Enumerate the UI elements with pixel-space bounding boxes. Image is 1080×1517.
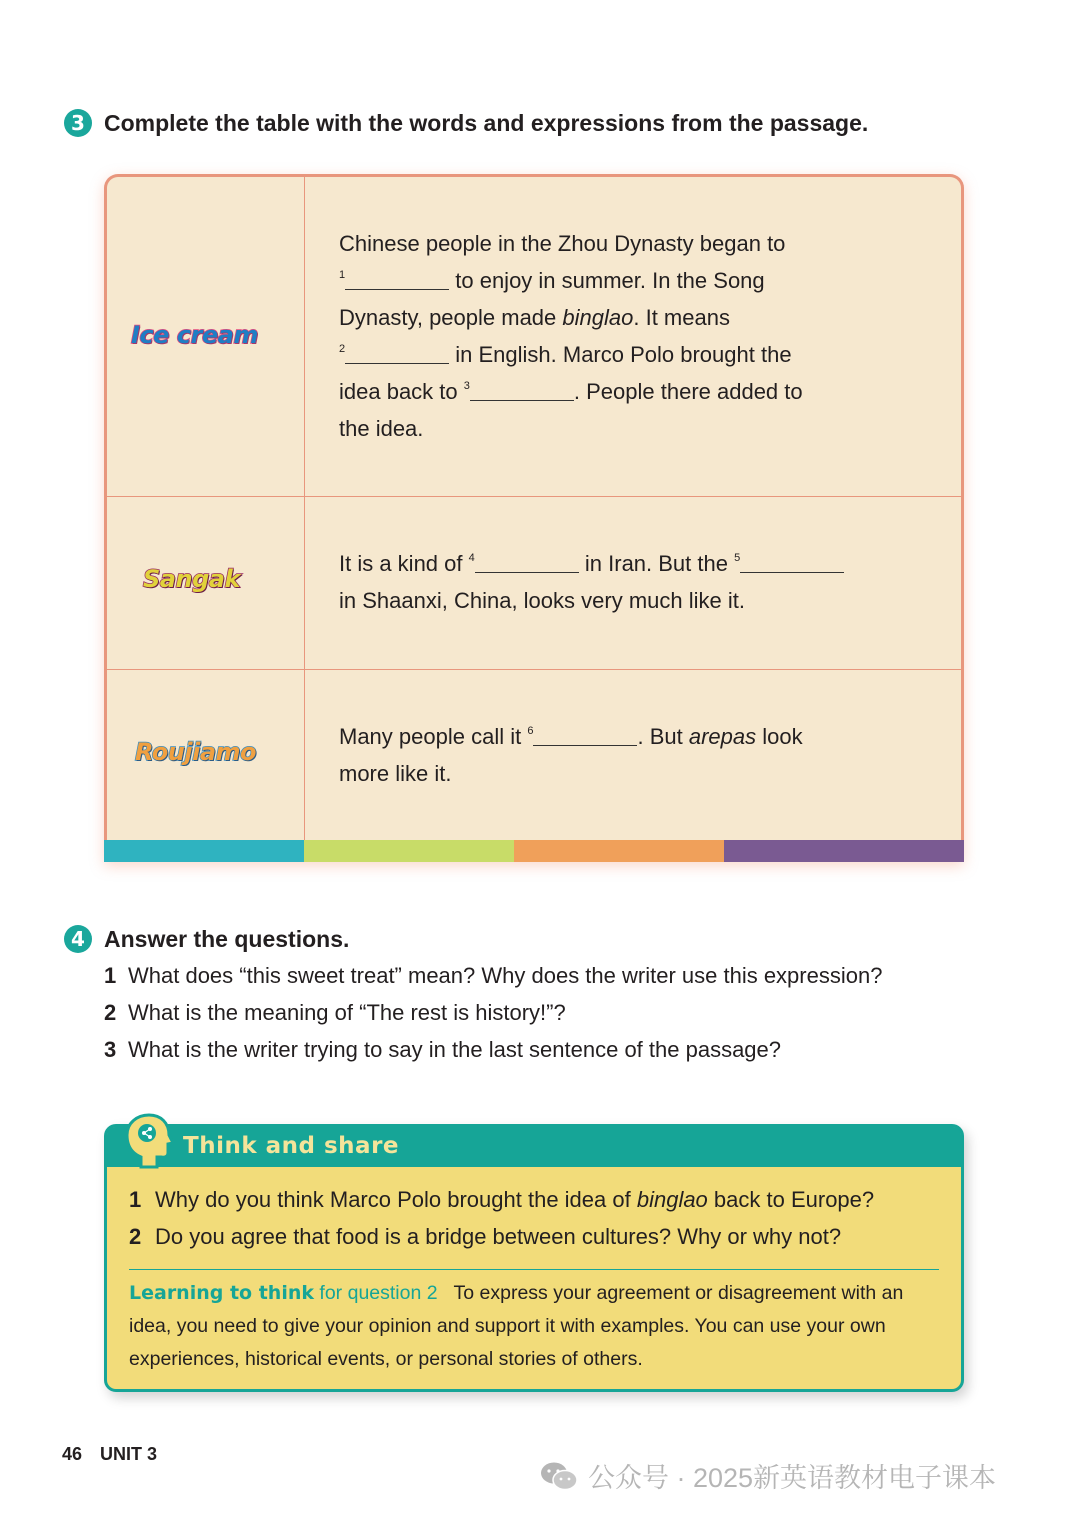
sangak-label: Sangak: [143, 565, 240, 593]
unit-label: UNIT 3: [100, 1444, 158, 1464]
blank-6[interactable]: [533, 725, 637, 746]
section-3-number: 3: [64, 109, 92, 137]
watermark: 公众号 · 2025新英语教材电子课本: [540, 1456, 996, 1495]
question-3: 3 What is the writer trying to say in the last sentence of the passage?: [104, 1037, 782, 1062]
think-title: Think and share: [183, 1133, 400, 1159]
table-row: [107, 670, 961, 845]
section-4-instruction: Answer the questions.: [104, 926, 350, 952]
think-and-share-box: [104, 1124, 964, 1392]
blank-4[interactable]: [475, 552, 579, 573]
learning-to-think: Learning to think for question 2 To express your agreement or disagreement with an idea, you need to give your opinion and support it with examples. You can use your own experiences, historical events, or personal stories of others.: [129, 1282, 904, 1370]
table-row: [107, 177, 961, 497]
thinking-head-icon: [121, 1111, 177, 1169]
section-3-instruction: Complete the table with the words and expressions from the passage.: [104, 110, 869, 136]
page-footer: [62, 1444, 157, 1465]
color-bar-lime: [304, 840, 514, 862]
color-bar-orange: [514, 840, 724, 862]
roujiamo-label: Roujiamo: [135, 738, 257, 766]
think-question-1: 1 Why do you think Marco Polo brought the idea of binglao back to Europe?: [129, 1187, 875, 1212]
question-1: 1 What does “this sweet treat” mean? Why does the writer use this expression?: [104, 963, 883, 988]
vocabulary-table: [104, 174, 964, 862]
row-text-sangak: It is a kind of $^4$ in Iran. But the $^5$ in Shaanxi, China, looks very much like it.: [339, 545, 861, 619]
wechat-icon: [540, 1461, 578, 1491]
question-2: 2 What is the meaning of “The rest is history!”?: [104, 1000, 566, 1025]
row-text-roujiamo: Many people call it $^6$ . But arepas look more like it.: [339, 724, 803, 786]
section-4-number: 4: [64, 925, 92, 953]
ice-cream-label: Ice cream: [131, 321, 258, 349]
think-question-2: 2 Do you agree that food is a bridge between cultures? Why or why not?: [129, 1224, 842, 1249]
blank-5[interactable]: [740, 552, 844, 573]
page-number: 46: [62, 1444, 83, 1464]
blank-2[interactable]: [345, 343, 449, 364]
color-bar-teal: [104, 840, 304, 862]
color-bar-purple: [724, 840, 964, 862]
row-text-ice-cream: Chinese people in the Zhou Dynasty began to $^1$ to enjoy in summer. In the Song Dynasty, people made binglao. It means $^2$ in English. Marco Polo brought the idea back to $^3$ . People there added to the idea.: [339, 231, 803, 441]
blank-3[interactable]: [470, 380, 574, 401]
table-row: [107, 497, 961, 670]
blank-1[interactable]: [345, 269, 449, 290]
